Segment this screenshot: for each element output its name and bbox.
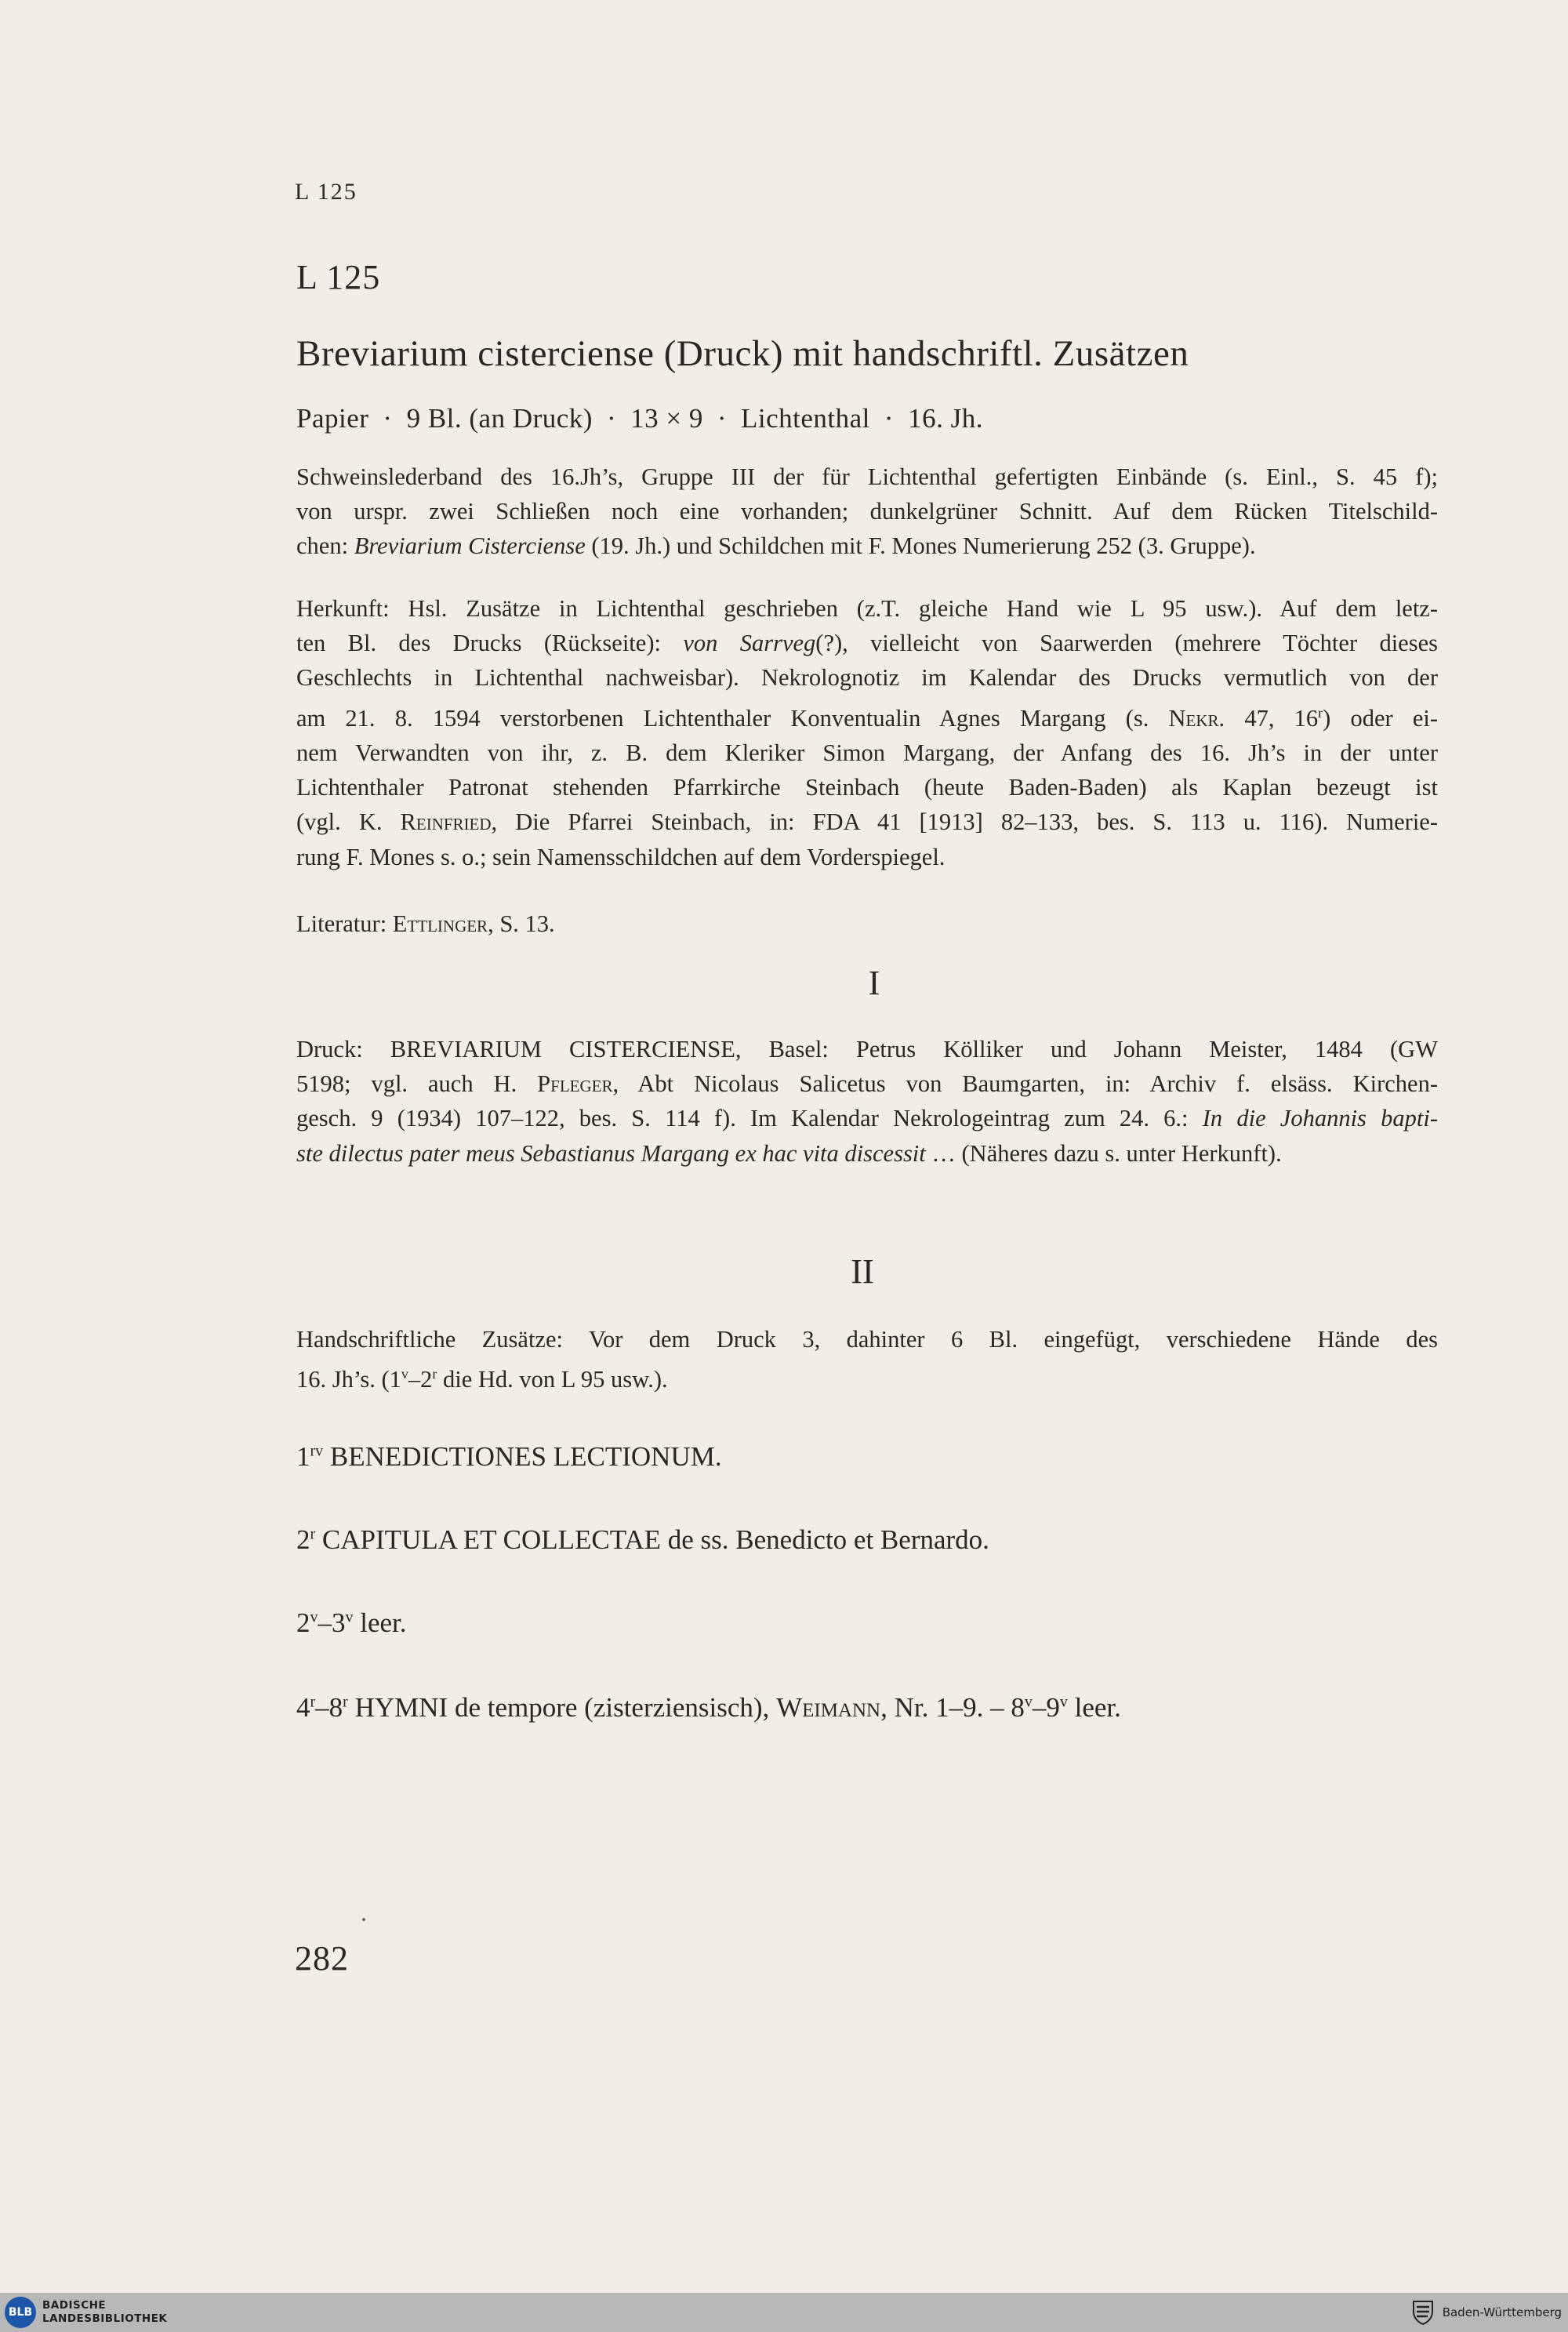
text-line: ste dilectus pater meus Sebastianus Margang ex hac vita discessit … (Näheres dazu s. unter Herkunft). [296,1139,1282,1167]
origin: Lichtenthal [741,403,870,434]
content-item-capitula: 2$^r$ CAPITULA ET COLLECTAE de ss. Benedicto et Bernardo. [296,1524,989,1555]
text-line: von urspr. zwei Schließen noch eine vorhanden; dunkelgrüner Schnitt. Auf dem Rücken Titelschild- [296,498,1438,525]
content-item-leer: 2$^v$–3$^v$ leer. [296,1607,407,1638]
section-numeral-two: II [851,1252,874,1291]
section-numeral-one: I [868,964,880,1002]
leaves: 9 Bl. (an Druck) [406,403,593,434]
text-line: Herkunft: Hsl. Zusätze in Lichtenthal geschrieben (z.T. gleiche Hand wie L 95 usw.). Auf dem letz- [296,595,1438,622]
date: 16. Jh. [908,403,983,434]
provenance-paragraph [296,591,1438,874]
print-description [296,1032,1438,1171]
text-line: Lichtenthaler Patronat stehenden Pfarrkirche Steinbach (heute Baden-Baden) als Kaplan bezeugt ist [296,774,1438,801]
page-number: 282 [295,1939,349,1978]
text-line: gesch. 9 (1934) 107–122, bes. S. 114 f). Im Kalendar Nekrologeintrag zum 24. 6.: In die Johannis bapti- [296,1105,1438,1132]
text-line: Handschriftliche Zusätze: Vor dem Druck 3, dahinter 6 Bl. eingefügt, verschiedene Hände des [296,1326,1438,1353]
ink-speck [362,1918,365,1921]
material: Papier [296,403,369,434]
state-name: Baden-Württemberg [1442,2305,1562,2319]
text-line: Schweinslederband des 16.Jh’s, Gruppe III der für Lichtenthal gefertigten Einbände (s. Einl., S. 45 f); [296,463,1438,490]
content-item-hymni: 4$^r$–8$^r$ HYMNI de tempore (zisterziensisch), Weimann, Nr. 1–9. – 8$^v$–9$^v$ leer. [296,1692,1121,1723]
text-line: ten Bl. des Drucks (Rückseite): von Sarrveg(?), vielleicht von Saarwerden (mehrere Töchter dieses [296,630,1438,657]
format: 13 × 9 [630,403,703,434]
viewer-footer-bar [0,2293,1568,2332]
baden-wuerttemberg-logo[interactable] [1411,2299,1562,2326]
binding-description [296,459,1438,564]
text-line: 5198; vgl. auch H. Pfleger, Abt Nicolaus Salicetus von Baumgarten, in: Archiv f. elsäss. Kirchen- [296,1070,1438,1098]
coat-of-arms-icon [1411,2299,1435,2326]
text-line: (vgl. K. Reinfried, Die Pfarrei Steinbach, in: FDA 41 [1913] 82–133, bes. S. 113 u. 116). Numerie- [296,808,1438,836]
running-head: L 125 [295,179,358,205]
manuscript-metadata: Papier · 9 Bl. (an Druck) · 13 × 9 · Lichtenthal · 16. Jh. [296,403,983,434]
content-item-benedictiones: $1^{rv}$ BENEDICTIONES LECTIONUM. [296,1441,722,1472]
manuscript-title: Breviarium cisterciense (Druck) mit handschriftl. Zusätzen [296,333,1189,374]
text-line: 16. Jh’s. (1$^v$–2$^r$ die Hd. von L 95 usw.). [296,1366,668,1393]
text-line: Druck: BREVIARIUM CISTERCIENSE, Basel: Petrus Kölliker und Johann Meister, 1484 (GW [296,1036,1438,1062]
text-line: rung F. Mones s. o.; sein Namensschildchen auf dem Vorderspiegel. [296,843,946,870]
text-line: am 21. 8. 1594 verstorbenen Lichtenthaler Konventualin Agnes Margang (s. Nekr. 47, 16$^r$) oder ei- [296,704,1438,732]
text-line: nem Verwandten von ihr, z. B. dem Kleriker Simon Margang, der Anfang des 16. Jh’s in der unter [296,739,1438,766]
manuscript-signature: L 125 [296,258,381,296]
text-line: Geschlechts in Lichtenthal nachweisbar). Nekrolognotiz im Kalendar des Drucks vermutlich von der [296,664,1438,692]
text-line: chen: Breviarium Cisterciense (19. Jh.) und Schildchen mit F. Mones Numerierung 252 (3. Gruppe). [296,532,1256,560]
literature-line: Literatur: Ettlinger, S. 13. [296,910,555,937]
library-name[interactable]: BADISCHE LANDESBIBLIOTHEK [42,2299,168,2325]
handwritten-additions [296,1322,1438,1397]
blb-logo-icon[interactable]: BLB [5,2297,36,2328]
